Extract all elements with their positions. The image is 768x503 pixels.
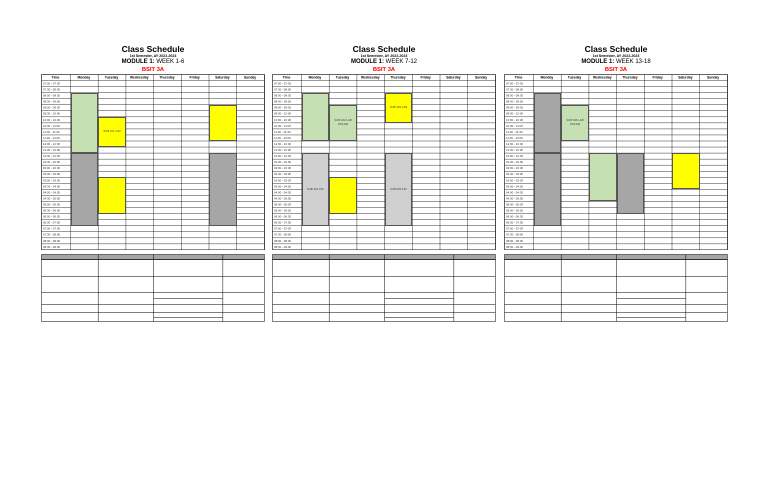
- module-name: MODULE 1:: [350, 59, 384, 65]
- time-slot-label: 08:00 - 08:30: [274, 93, 292, 98]
- module-label: [41, 59, 265, 66]
- class-block[interactable]: SUB 606 LAB ONLINE: [561, 105, 589, 141]
- time-slot-label: 09:00 - 09:30: [506, 105, 524, 110]
- time-slot-label: 03:30 - 04:00: [274, 184, 292, 189]
- schedule-title: Class Schedule: [584, 44, 648, 54]
- time-slot-label: 11:00 - 11:30: [506, 129, 523, 134]
- day-header: Friday: [420, 75, 431, 80]
- class-block[interactable]: SUB 202 LAB ONLINE: [329, 105, 357, 141]
- time-header: Time: [282, 75, 291, 80]
- class-block[interactable]: SUB 101 1:00: [98, 117, 126, 147]
- time-slot-label: 08:30 - 09:00: [43, 99, 61, 104]
- time-slot-label: 09:00 - 09:30: [43, 105, 61, 110]
- time-slot-label: 11:00 - 11:30: [43, 129, 60, 134]
- timetable-grid: [272, 74, 495, 249]
- time-slot-label: 08:30 - 09:00: [274, 244, 292, 249]
- time-slot-label: 08:00 - 08:30: [43, 238, 61, 243]
- day-header: Sunday: [474, 75, 488, 80]
- time-slot-label: 09:30 - 10:00: [43, 111, 61, 116]
- class-block[interactable]: [302, 93, 330, 141]
- time-slot-label: 03:30 - 04:00: [43, 184, 61, 189]
- time-slot-label: 04:30 - 05:00: [43, 196, 61, 201]
- time-slot-label: 07:30 - 08:00: [43, 87, 61, 92]
- day-header: Saturday: [446, 75, 461, 80]
- module-label: [272, 59, 496, 66]
- time-slot-label: 04:30 - 05:00: [506, 196, 524, 201]
- day-header: Wednesday: [592, 75, 612, 80]
- day-header: Wednesday: [360, 75, 380, 80]
- day-header: Thursday: [159, 75, 175, 80]
- time-slot-label: 03:00 - 03:30: [274, 178, 292, 183]
- time-slot-label: 05:00 - 05:30: [43, 202, 61, 207]
- week-range: WEEK 1-6: [154, 59, 185, 65]
- class-block[interactable]: [209, 153, 237, 226]
- time-slot-label: 06:30 - 07:00: [43, 220, 61, 225]
- schedule-title: Class Schedule: [352, 44, 416, 54]
- time-slot-label: 02:00 - 02:30: [506, 166, 524, 171]
- time-slot-label: 08:30 - 09:00: [506, 99, 524, 104]
- time-slot-label: 07:30 - 08:00: [274, 232, 292, 237]
- day-header: Wednesday: [129, 75, 149, 80]
- time-slot-label: 03:30 - 04:00: [506, 184, 524, 189]
- section-label: BSIT 3A: [141, 67, 165, 73]
- class-block[interactable]: SUB 404 F2F: [302, 153, 330, 226]
- time-slot-label: 12:30 - 01:00: [274, 148, 292, 152]
- notes-lines: [41, 254, 265, 323]
- time-slot-label: 12:30 - 01:00: [506, 148, 524, 152]
- day-header: Sunday: [706, 75, 720, 80]
- semester-label: 1st Semester, AY 2022-2023: [592, 54, 640, 58]
- time-slot-label: 08:00 - 08:30: [506, 93, 524, 98]
- notes-lines: [272, 254, 496, 323]
- class-block[interactable]: [71, 93, 99, 154]
- time-slot-label: 07:30 - 08:00: [506, 87, 524, 92]
- time-slot-label: 09:00 - 09:30: [274, 105, 292, 110]
- section-label: BSIT 3A: [372, 67, 396, 73]
- time-slot-label: 10:30 - 11:00: [43, 123, 60, 128]
- time-slot-label: 02:00 - 02:30: [43, 166, 61, 171]
- timetable-grid: [41, 74, 264, 249]
- week-range: WEEK 13-18: [614, 59, 651, 65]
- class-block[interactable]: [98, 177, 126, 213]
- class-block[interactable]: [617, 153, 645, 214]
- time-slot-label: 12:00 - 12:30: [506, 141, 524, 146]
- time-slot-label: 11:30 - 12:00: [506, 135, 523, 140]
- day-header: Monday: [77, 75, 91, 80]
- notes-table: [504, 254, 727, 328]
- class-block[interactable]: SUB 303 LAB: [385, 93, 413, 123]
- time-slot-label: 07:00 - 07:30: [274, 226, 292, 231]
- time-slot-label: 06:00 - 06:30: [43, 214, 61, 219]
- time-slot-label: 08:00 - 08:30: [506, 238, 524, 243]
- time-slot-label: 07:00 - 07:30: [506, 226, 524, 231]
- time-slot-label: 03:00 - 03:30: [43, 178, 61, 183]
- time-slot-label: 01:00 - 01:30: [506, 154, 524, 159]
- time-slot-label: 11:00 - 11:30: [274, 129, 291, 134]
- time-slot-label: 07:30 - 08:00: [506, 232, 524, 237]
- day-header: Friday: [189, 75, 200, 80]
- time-slot-label: 07:00 - 07:30: [43, 81, 61, 86]
- time-slot-label: 01:30 - 02:00: [274, 160, 292, 165]
- time-slot-label: 08:30 - 09:00: [274, 99, 292, 104]
- time-slot-label: 11:30 - 12:00: [43, 135, 60, 140]
- day-header: Tuesday: [335, 75, 350, 80]
- time-slot-label: 06:00 - 06:30: [274, 214, 292, 219]
- time-slot-label: 10:00 - 10:30: [274, 117, 292, 122]
- class-block[interactable]: SUB 505 F2F: [385, 153, 413, 226]
- time-slot-label: 08:00 - 08:30: [43, 93, 61, 98]
- time-slot-label: 02:30 - 03:00: [506, 172, 524, 177]
- semester-label: 1st Semester, AY 2022-2023: [129, 54, 177, 58]
- time-slot-label: 04:00 - 04:30: [506, 190, 524, 195]
- time-slot-label: 10:30 - 11:00: [506, 123, 523, 128]
- time-slot-label: 10:30 - 11:00: [274, 123, 291, 128]
- module-name: MODULE 1:: [581, 59, 615, 65]
- schedule-panel: [504, 44, 728, 328]
- time-slot-label: 06:00 - 06:30: [506, 214, 524, 219]
- time-slot-label: 09:30 - 10:00: [506, 111, 524, 116]
- time-header: Time: [514, 75, 523, 80]
- schedule-panel: [272, 44, 496, 328]
- time-slot-label: 04:00 - 04:30: [274, 190, 292, 195]
- class-block[interactable]: [209, 105, 237, 141]
- module-label: [504, 59, 728, 66]
- time-slot-label: 08:30 - 09:00: [506, 244, 524, 249]
- timetable-grid: [504, 74, 727, 249]
- day-header: Tuesday: [104, 75, 119, 80]
- module-name: MODULE 1:: [121, 59, 155, 65]
- class-block[interactable]: [672, 153, 700, 189]
- time-header: Time: [51, 75, 60, 80]
- day-header: Thursday: [622, 75, 638, 80]
- time-slot-label: 01:00 - 01:30: [274, 154, 292, 159]
- time-slot-label: 05:30 - 06:00: [274, 208, 292, 213]
- day-header: Saturday: [215, 75, 230, 80]
- section-label: BSIT 3A: [604, 67, 628, 73]
- time-slot-label: 12:00 - 12:30: [274, 141, 292, 146]
- time-slot-label: 10:00 - 10:30: [43, 117, 61, 122]
- time-slot-label: 05:00 - 05:30: [274, 202, 292, 207]
- time-slot-label: 09:30 - 10:00: [274, 111, 292, 116]
- day-header: Thursday: [390, 75, 406, 80]
- time-slot-label: 08:30 - 09:00: [43, 244, 61, 249]
- time-slot-label: 06:30 - 07:00: [274, 220, 292, 225]
- day-header: Monday: [540, 75, 554, 80]
- time-slot-label: 07:00 - 07:30: [274, 81, 292, 86]
- class-block[interactable]: [534, 93, 562, 154]
- time-slot-label: 06:30 - 07:00: [506, 220, 524, 225]
- schedule-panel: [41, 44, 265, 328]
- time-slot-label: 01:30 - 02:00: [506, 160, 524, 165]
- time-slot-label: 03:00 - 03:30: [506, 178, 524, 183]
- semester-label: 1st Semester, AY 2022-2023: [360, 54, 408, 58]
- class-block[interactable]: [71, 153, 99, 226]
- time-slot-label: 07:00 - 07:30: [506, 81, 524, 86]
- day-header: Sunday: [243, 75, 257, 80]
- time-slot-label: 07:30 - 08:00: [274, 87, 292, 92]
- time-slot-label: 05:30 - 06:00: [43, 208, 61, 213]
- time-slot-label: 02:30 - 03:00: [274, 172, 292, 177]
- time-slot-label: 05:00 - 05:30: [506, 202, 524, 207]
- time-slot-label: 11:30 - 12:00: [274, 135, 291, 140]
- notes-lines: [504, 254, 728, 323]
- time-slot-label: 02:30 - 03:00: [43, 172, 61, 177]
- time-slot-label: 10:00 - 10:30: [506, 117, 524, 122]
- week-range: WEEK 7-12: [383, 59, 417, 65]
- class-block[interactable]: [534, 153, 562, 226]
- time-slot-label: 05:30 - 06:00: [506, 208, 524, 213]
- time-slot-label: 04:00 - 04:30: [43, 190, 61, 195]
- time-slot-label: 12:00 - 12:30: [43, 141, 61, 146]
- notes-table: [41, 254, 264, 328]
- day-header: Saturday: [678, 75, 693, 80]
- time-slot-label: 04:30 - 05:00: [274, 196, 292, 201]
- day-header: Friday: [652, 75, 663, 80]
- time-slot-label: 01:30 - 02:00: [43, 160, 61, 165]
- schedule-title: Class Schedule: [121, 44, 185, 54]
- class-block[interactable]: [329, 177, 357, 213]
- time-slot-label: 08:00 - 08:30: [274, 238, 292, 243]
- time-slot-label: 07:30 - 08:00: [43, 232, 61, 237]
- time-slot-label: 12:30 - 01:00: [43, 148, 61, 152]
- time-slot-label: 02:00 - 02:30: [274, 166, 292, 171]
- time-slot-label: 07:00 - 07:30: [43, 226, 61, 231]
- notes-table: [272, 254, 495, 328]
- day-header: Tuesday: [567, 75, 582, 80]
- time-slot-label: 01:00 - 01:30: [43, 154, 61, 159]
- class-block[interactable]: [589, 153, 617, 201]
- day-header: Monday: [308, 75, 322, 80]
